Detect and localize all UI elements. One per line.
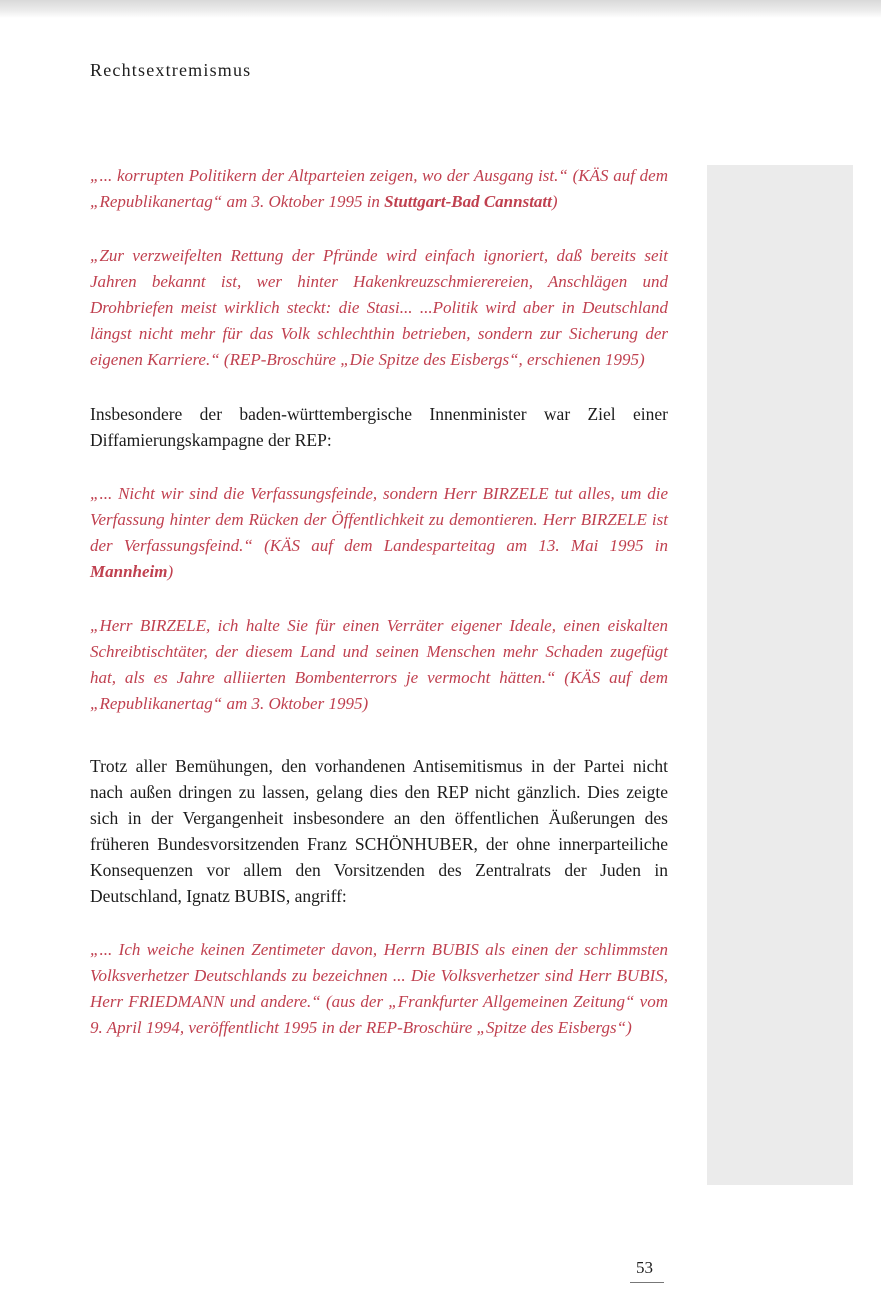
quote-mannheim [90, 481, 668, 585]
quote-text: „... korrupten Politikern der Altparteien zeigen, wo der Ausgang ist.“ (KÄS auf dem „Republikanertag“ am 3. Oktober 1995 in [90, 166, 668, 211]
paragraph-innenminister: Insbesondere der baden-württembergische Innenminister war Ziel einer Diffamierungskampagne der REP: [90, 404, 668, 450]
page-number-rule [630, 1282, 664, 1283]
page-number: 53 [636, 1258, 653, 1277]
quote-stuttgart [90, 163, 668, 215]
running-head: Rechtsextremismus [90, 60, 252, 80]
quote-end: ) [167, 562, 174, 581]
margin-sidebar [707, 165, 853, 1185]
quote-place: Mannheim [90, 562, 168, 581]
quote-end: ) [551, 192, 558, 211]
top-rule [0, 0, 881, 18]
quote-place: Stuttgart-Bad Cannstatt [384, 192, 552, 211]
paragraph-antisemitismus: Trotz aller Bemühungen, den vorhandenen Antisemitismus in der Partei nicht nach außen dringen zu lassen, gelang dies den REP nicht gänzlich. Dies zeigte sich in der Vergangenheit insbesondere an den öffentlichen Äußerungen des früheren Bundesvorsitzenden Franz SCHÖNHUBER, der ohne innerparteiliche Konsequenzen vor allem den Vorsitzenden des Zentralrats der Juden in Deutschland, Ignatz BUBIS, angriff: [90, 756, 668, 906]
quote-stasi: „Zur verzweifelten Rettung der Pfründe wird einfach ignoriert, daß bereits seit Jahren bekannt ist, wer hinter Hakenkreuzschmierereien, Anschlägen und Drohbriefen meist wirklich steckt: die Stasi... ...Politik wird aber in Deutschland längst nicht mehr für das Volk schlechthin betrieben, sondern zur Sicherung der eigenen Karriere.“ (REP-Broschüre „Die Spitze des Eisbergs“, erschienen 1995) [90, 246, 668, 369]
quote-text: „... Nicht wir sind die Verfassungsfeinde, sondern Herr BIRZELE tut alles, um die Verfassung hinter dem Rücken der Öffentlichkeit zu demontieren. Herr BIRZELE ist der Verfassungsfeind.“ (KÄS auf dem Landesparteitag am 13. Mai 1995 in [90, 484, 668, 555]
quote-bubis: „... Ich weiche keinen Zentimeter davon, Herrn BUBIS als einen der schlimmsten Volksverhetzer Deutschlands zu bezeichnen ... Die Volksverhetzer sind Herr BUBIS, Herr FRIEDMANN und andere.“ (aus der „Frankfurter Allgemeinen Zeitung“ vom 9. April 1994, veröffentlicht 1995 in der REP-Broschüre „Spitze des Eisbergs“) [90, 940, 668, 1037]
page-content [90, 163, 668, 1041]
quote-birzele: „Herr BIRZELE, ich halte Sie für einen Verräter eigener Ideale, einen eiskalten Schreibtischtäter, der diesem Land und seinen Menschen mehr Schaden zugefügt hat, als es Jahre alliierten Bombenterrors je vermocht hätten.“ (KÄS auf dem „Republikanertag“ am 3. Oktober 1995) [90, 616, 668, 713]
